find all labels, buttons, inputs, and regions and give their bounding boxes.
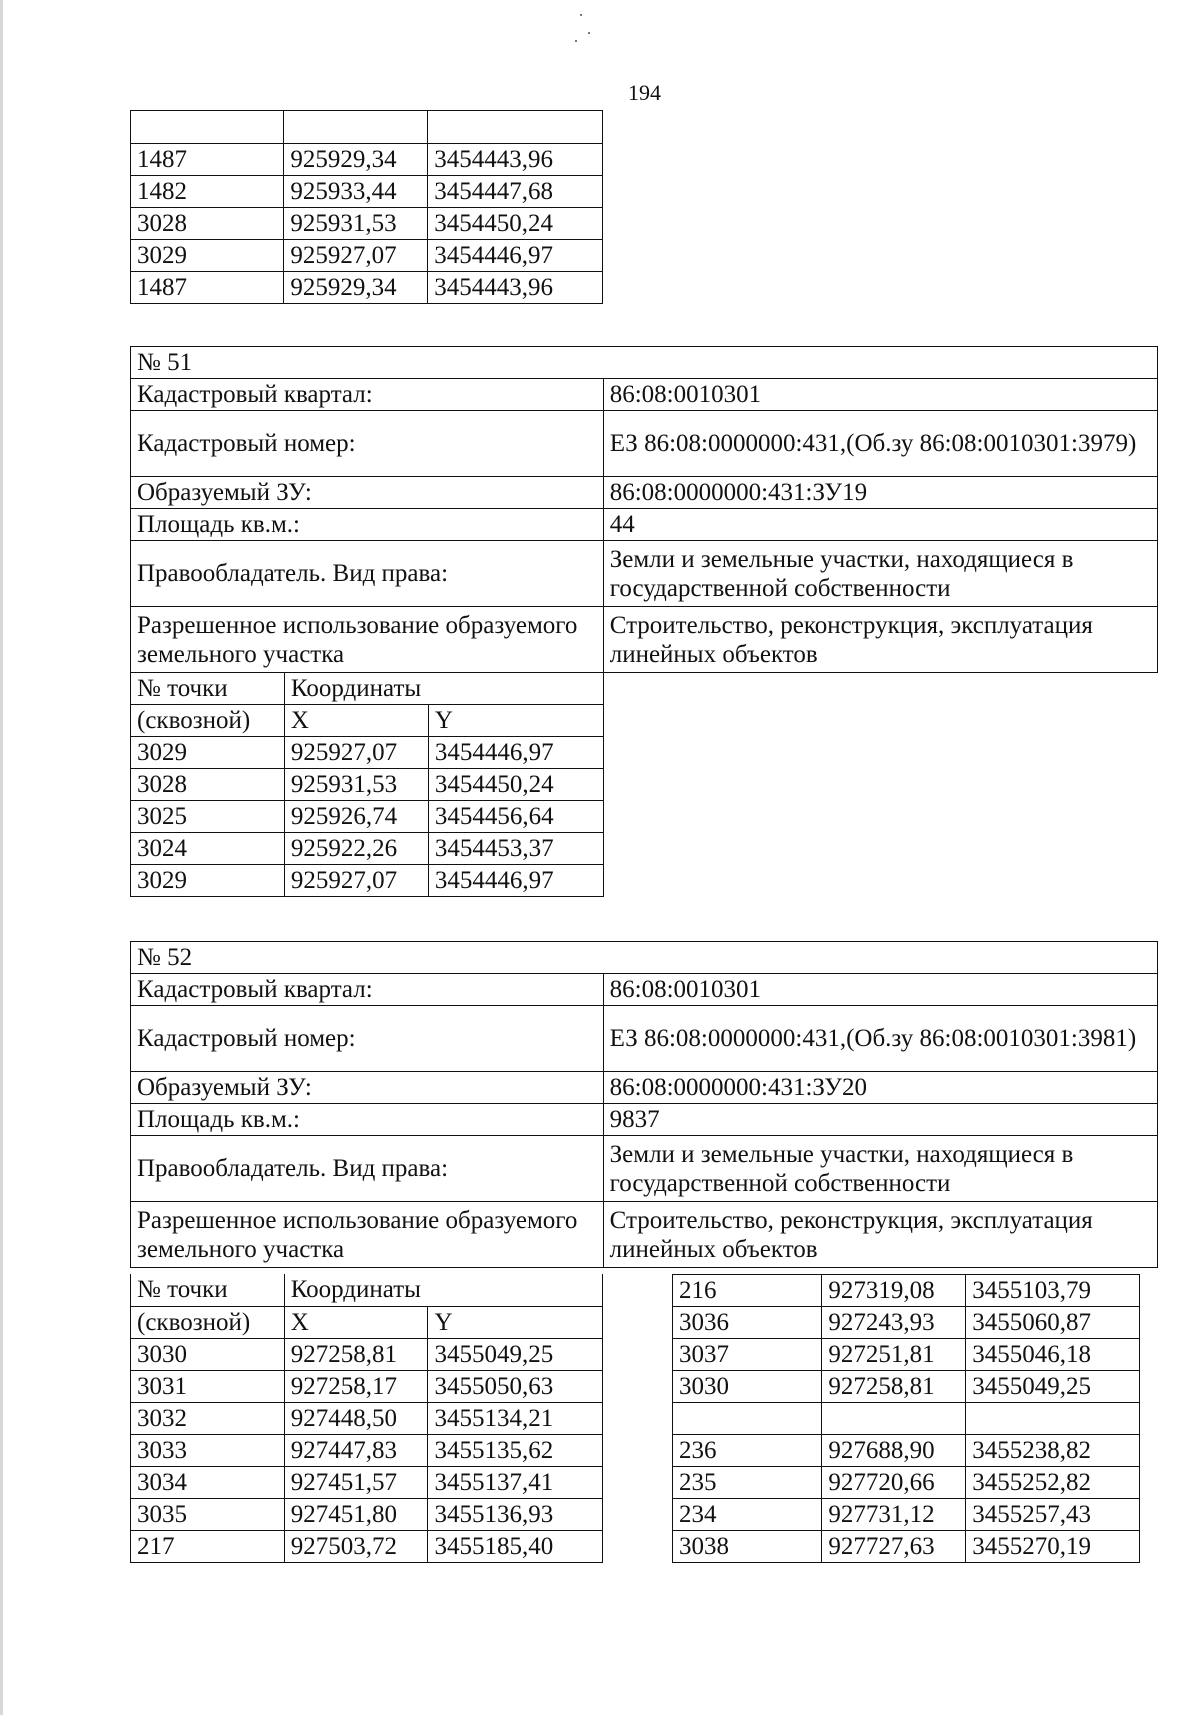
cell-x: 925927,07 bbox=[284, 737, 428, 769]
header-y: Y bbox=[428, 1306, 603, 1338]
parcel-number: № 51 bbox=[131, 347, 1158, 379]
header-through: (сквозной) bbox=[131, 1306, 285, 1338]
cell-point: 3028 bbox=[131, 769, 285, 801]
table-row bbox=[673, 1403, 1140, 1435]
table-row bbox=[131, 1006, 1158, 1072]
table-row bbox=[131, 176, 603, 208]
table-row bbox=[131, 541, 1158, 607]
cell-point: 217 bbox=[131, 1530, 285, 1562]
table-row bbox=[131, 379, 1158, 411]
cell-x: 925926,74 bbox=[284, 801, 428, 833]
cell-x: 925922,26 bbox=[284, 833, 428, 865]
scan-speck bbox=[575, 40, 577, 42]
cell-x: 927251,81 bbox=[822, 1339, 966, 1371]
header-point: № точки bbox=[131, 673, 285, 705]
table-row bbox=[673, 1275, 1140, 1307]
cell-point: 3033 bbox=[131, 1434, 285, 1466]
cell-point: 3038 bbox=[673, 1531, 822, 1563]
field-value-cadastral: ЕЗ 86:08:0000000:431,(Об.зу 86:08:0010301:3979) bbox=[603, 411, 1157, 477]
cell-y: 3455135,62 bbox=[428, 1434, 603, 1466]
table-row bbox=[131, 272, 603, 304]
cell-x: 925933,44 bbox=[284, 176, 428, 208]
cell-x: 927451,80 bbox=[284, 1498, 428, 1530]
field-value-formed: 86:08:0000000:431:ЗУ20 bbox=[603, 1072, 1157, 1104]
cell-y: 3454443,96 bbox=[428, 144, 603, 176]
cell-y: 3455050,63 bbox=[428, 1370, 603, 1402]
cell-x: 927447,83 bbox=[284, 1434, 428, 1466]
table-row bbox=[131, 1530, 603, 1562]
header-y: Y bbox=[428, 705, 603, 737]
header-coordinates: Координаты bbox=[284, 673, 603, 705]
parcel-52-card bbox=[130, 941, 1158, 1268]
cell-y: 3454450,24 bbox=[428, 769, 603, 801]
field-value-use: Строительство, реконструкция, эксплуатация линейных объектов bbox=[603, 1202, 1157, 1268]
cell-x: 927688,90 bbox=[822, 1435, 966, 1467]
table-row bbox=[131, 347, 1158, 379]
field-label-quarter: Кадастровый квартал: bbox=[131, 379, 604, 411]
header-coordinates: Координаты bbox=[284, 1274, 602, 1306]
cell-y: 3454446,97 bbox=[428, 865, 603, 897]
cell-point: 3034 bbox=[131, 1466, 285, 1498]
table-row bbox=[131, 1498, 603, 1530]
field-label-holder: Правообладатель. Вид права: bbox=[131, 541, 604, 607]
cell-y: 3455103,79 bbox=[966, 1275, 1140, 1307]
field-value-area: 9837 bbox=[603, 1104, 1157, 1136]
cell-y bbox=[966, 1403, 1140, 1435]
cell-x: 927503,72 bbox=[284, 1530, 428, 1562]
field-label-use: Разрешенное использование образуемого земельного участка bbox=[131, 1202, 604, 1268]
cell-y: 3455238,82 bbox=[966, 1435, 1140, 1467]
header-through: (сквозной) bbox=[131, 705, 285, 737]
cell-y: 3455137,41 bbox=[428, 1466, 603, 1498]
cell-x: 927448,50 bbox=[284, 1402, 428, 1434]
cell-x: 927727,63 bbox=[822, 1531, 966, 1563]
cell-x: 925929,34 bbox=[284, 144, 428, 176]
table-row bbox=[131, 208, 603, 240]
table-row bbox=[673, 1435, 1140, 1467]
cell-y: 3455257,43 bbox=[966, 1499, 1140, 1531]
field-value-holder: Земли и земельные участки, находящиеся в государственной собственности bbox=[603, 1136, 1157, 1202]
cell-x: 927731,12 bbox=[822, 1499, 966, 1531]
cell-point: 1487 bbox=[131, 272, 284, 304]
cell-y: 3454446,97 bbox=[428, 737, 603, 769]
table-row bbox=[131, 1104, 1158, 1136]
field-value-use: Строительство, реконструкция, эксплуатация линейных объектов bbox=[603, 607, 1157, 673]
cell-point: 1487 bbox=[131, 144, 284, 176]
field-label-quarter: Кадастровый квартал: bbox=[131, 974, 604, 1006]
table-row bbox=[673, 1371, 1140, 1403]
cell-point: 3030 bbox=[673, 1371, 822, 1403]
header-point: № точки bbox=[131, 1274, 285, 1306]
table-row bbox=[131, 1202, 1158, 1268]
cell-point: 3029 bbox=[131, 240, 284, 272]
table-row bbox=[673, 1307, 1140, 1339]
cell-y: 3455185,40 bbox=[428, 1530, 603, 1562]
cell-x: 925931,53 bbox=[284, 769, 428, 801]
parcel-51-card bbox=[130, 346, 1158, 897]
cell-x: 925927,07 bbox=[284, 865, 428, 897]
table-row bbox=[131, 1402, 603, 1434]
field-value-cadastral: ЕЗ 86:08:0000000:431,(Об.зу 86:08:0010301:3981) bbox=[603, 1006, 1157, 1072]
field-label-holder: Правообладатель. Вид права: bbox=[131, 1136, 604, 1202]
cell-y: 3454450,24 bbox=[428, 208, 603, 240]
cell-point: 3024 bbox=[131, 833, 285, 865]
parcel-52-coordinates-left bbox=[130, 1274, 603, 1563]
cell-point: 3025 bbox=[131, 801, 285, 833]
cell-y: 3455049,25 bbox=[428, 1338, 603, 1370]
table-row bbox=[673, 1531, 1140, 1563]
cell-x bbox=[822, 1403, 966, 1435]
table-row bbox=[131, 1072, 1158, 1104]
cell-point: 236 bbox=[673, 1435, 822, 1467]
field-label-formed: Образуемый ЗУ: bbox=[131, 477, 604, 509]
cell-y: 3454443,96 bbox=[428, 272, 603, 304]
cell-point: 3035 bbox=[131, 1498, 285, 1530]
field-value-quarter: 86:08:0010301 bbox=[603, 379, 1157, 411]
table-row bbox=[131, 1370, 603, 1402]
table-row bbox=[131, 974, 1158, 1006]
cell-x: 927720,66 bbox=[822, 1467, 966, 1499]
header-x: X bbox=[284, 1306, 428, 1338]
cell-y: 3455134,21 bbox=[428, 1402, 603, 1434]
cell-y: 3455046,18 bbox=[966, 1339, 1140, 1371]
field-label-area: Площадь кв.м.: bbox=[131, 509, 604, 541]
field-label-cadastral: Кадастровый номер: bbox=[131, 411, 604, 477]
table-row bbox=[131, 1466, 603, 1498]
cell-y: 3454447,68 bbox=[428, 176, 603, 208]
table-row bbox=[131, 111, 603, 144]
cell-x: 927319,08 bbox=[822, 1275, 966, 1307]
table-row bbox=[673, 1467, 1140, 1499]
table-row bbox=[131, 801, 1158, 833]
parcel-52-coordinates-right bbox=[672, 1274, 1140, 1563]
table-row bbox=[131, 737, 1158, 769]
table-row bbox=[131, 1136, 1158, 1202]
cell-point: 3032 bbox=[131, 1402, 285, 1434]
cell-point: 3028 bbox=[131, 208, 284, 240]
cell-point bbox=[673, 1403, 822, 1435]
cell-y: 3455060,87 bbox=[966, 1307, 1140, 1339]
cell-y: 3454446,97 bbox=[428, 240, 603, 272]
cell-y: 3455270,19 bbox=[966, 1531, 1140, 1563]
table-row bbox=[673, 1499, 1140, 1531]
table-row bbox=[131, 477, 1158, 509]
field-value-quarter: 86:08:0010301 bbox=[603, 974, 1157, 1006]
cell-x: 927258,81 bbox=[284, 1338, 428, 1370]
cell-y: 3454456,64 bbox=[428, 801, 603, 833]
table-row bbox=[131, 1306, 603, 1338]
cell-x: 925929,34 bbox=[284, 272, 428, 304]
table-row bbox=[131, 865, 1158, 897]
cell-x: 925931,53 bbox=[284, 208, 428, 240]
table-row bbox=[131, 705, 1158, 737]
cell-point: 235 bbox=[673, 1467, 822, 1499]
table-row bbox=[131, 673, 1158, 705]
cell-x: 927258,17 bbox=[284, 1370, 428, 1402]
table-row bbox=[131, 769, 1158, 801]
cell-y: 3455049,25 bbox=[966, 1371, 1140, 1403]
cell-y: 3454453,37 bbox=[428, 833, 603, 865]
header-x: X bbox=[284, 705, 428, 737]
table-row bbox=[131, 833, 1158, 865]
cell-point: 3029 bbox=[131, 865, 285, 897]
cell-x: 925927,07 bbox=[284, 240, 428, 272]
cell-x: 927451,57 bbox=[284, 1466, 428, 1498]
scan-speck bbox=[588, 32, 590, 34]
cell-point: 3031 bbox=[131, 1370, 285, 1402]
cell-point: 3037 bbox=[673, 1339, 822, 1371]
field-value-holder: Земли и земельные участки, находящиеся в государственной собственности bbox=[603, 541, 1157, 607]
cell-y: 3455136,93 bbox=[428, 1498, 603, 1530]
page-number: 194 bbox=[628, 80, 661, 105]
field-value-formed: 86:08:0000000:431:ЗУ19 bbox=[603, 477, 1157, 509]
cell-y: 3455252,82 bbox=[966, 1467, 1140, 1499]
table-row bbox=[131, 607, 1158, 673]
cell-point: 3030 bbox=[131, 1338, 285, 1370]
field-label-cadastral: Кадастровый номер: bbox=[131, 1006, 604, 1072]
table-row bbox=[131, 240, 603, 272]
cell-point: 1482 bbox=[131, 176, 284, 208]
field-label-use: Разрешенное использование образуемого земельного участка bbox=[131, 607, 604, 673]
table-row bbox=[131, 1434, 603, 1466]
table-row bbox=[131, 411, 1158, 477]
cell-point: 3029 bbox=[131, 737, 285, 769]
parcel-number: № 52 bbox=[131, 942, 1158, 974]
scan-speck bbox=[580, 14, 582, 16]
continuation-coordinates-table bbox=[130, 110, 603, 304]
table-row bbox=[673, 1339, 1140, 1371]
field-label-area: Площадь кв.м.: bbox=[131, 1104, 604, 1136]
cell-point: 234 bbox=[673, 1499, 822, 1531]
table-row bbox=[131, 1274, 603, 1306]
cell-x: 927243,93 bbox=[822, 1307, 966, 1339]
cell-x: 927258,81 bbox=[822, 1371, 966, 1403]
table-row bbox=[131, 942, 1158, 974]
table-row bbox=[131, 144, 603, 176]
table-row bbox=[131, 1338, 603, 1370]
scan-edge bbox=[0, 0, 3, 1715]
table-row bbox=[131, 509, 1158, 541]
cell-point: 3036 bbox=[673, 1307, 822, 1339]
field-label-formed: Образуемый ЗУ: bbox=[131, 1072, 604, 1104]
cell-point: 216 bbox=[673, 1275, 822, 1307]
field-value-area: 44 bbox=[603, 509, 1157, 541]
